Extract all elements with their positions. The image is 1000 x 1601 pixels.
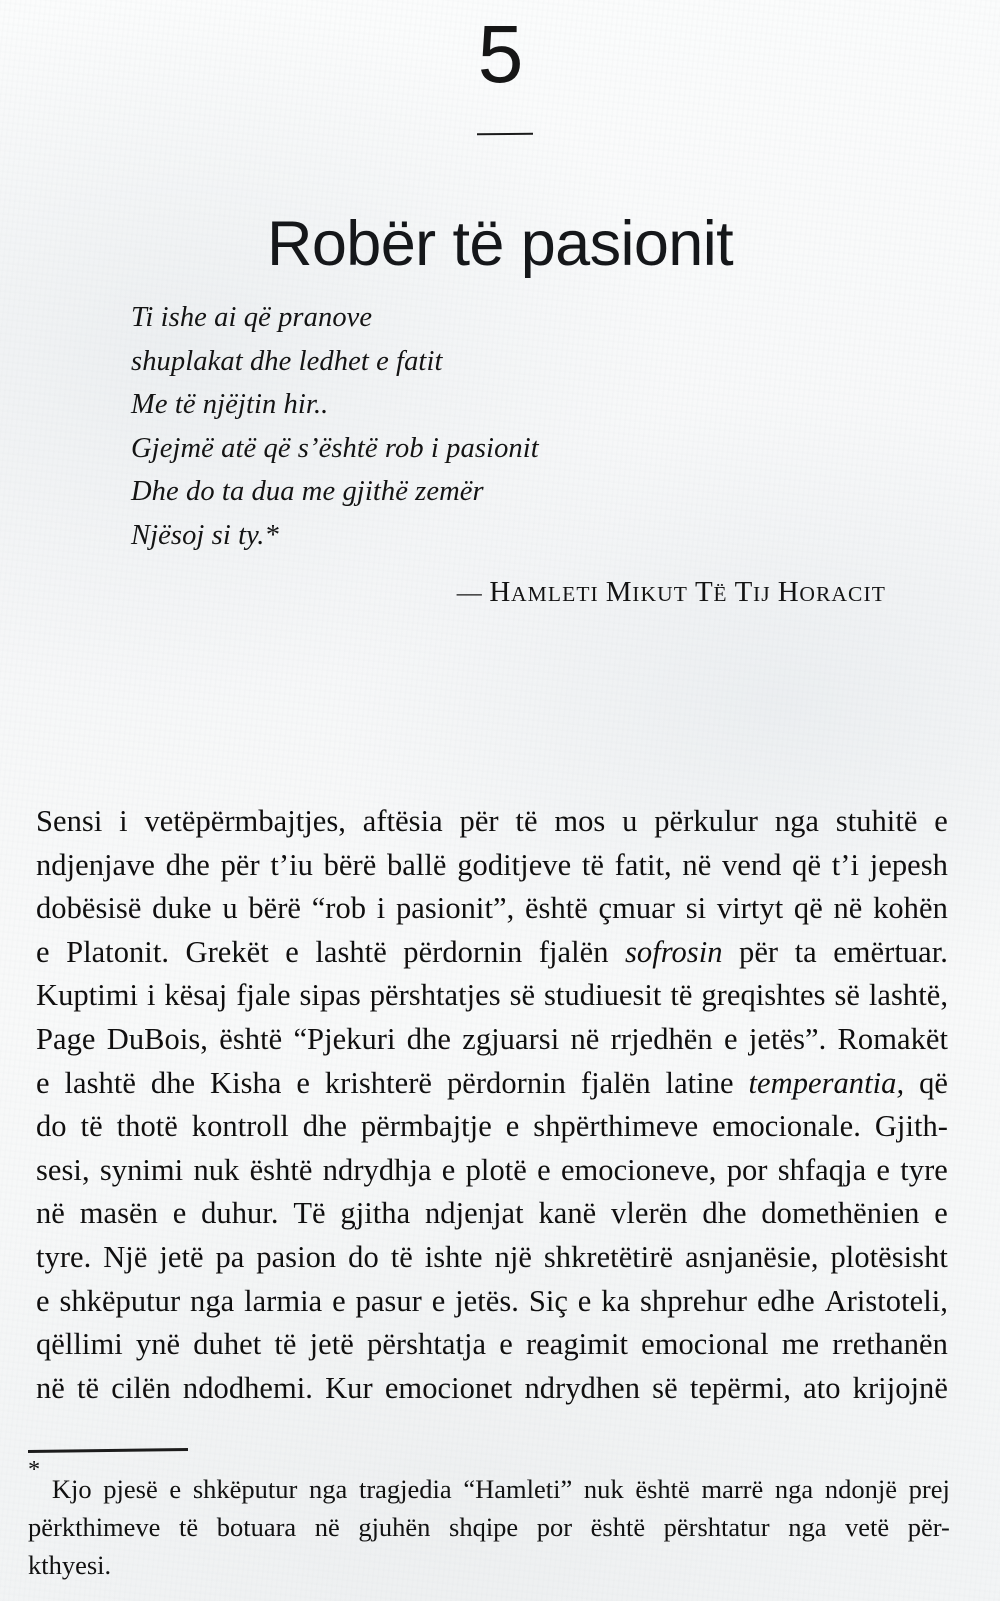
- body-word: pasionit”,: [396, 891, 515, 926]
- body-word: ta: [794, 934, 817, 969]
- body-word: jetës”.: [748, 1021, 827, 1056]
- body-line: [36, 1236, 948, 1280]
- body-word: DuBois,: [106, 1021, 208, 1056]
- body-word: Kur: [325, 1370, 373, 1405]
- body-word: dhe: [150, 1065, 196, 1100]
- body-word: ndjenjave: [36, 847, 156, 882]
- body-word: Një: [103, 1239, 148, 1274]
- body-word: goditjeve: [457, 847, 572, 882]
- body-word: është: [524, 891, 588, 926]
- body-word: shkëputur: [59, 1283, 181, 1318]
- body-word: ndrydhja: [322, 1152, 432, 1187]
- body-word: Të: [293, 1196, 326, 1231]
- footnote-word: nuk: [583, 1474, 624, 1504]
- body-word: e: [876, 1152, 891, 1187]
- body-word: e: [723, 1021, 738, 1056]
- body-word: Romakët: [837, 1021, 948, 1056]
- body-word: nga: [190, 1283, 235, 1318]
- body-word: në: [36, 1196, 65, 1231]
- footnote-line: kthyesi.: [28, 1550, 112, 1580]
- body-word: i: [119, 804, 128, 838]
- body-word: jetë: [309, 1327, 354, 1362]
- body-word: t’iu: [270, 847, 313, 882]
- body-word: t’i: [831, 847, 860, 882]
- body-word: dhe: [702, 1196, 747, 1231]
- body-word: të: [77, 1370, 100, 1405]
- chapter-title: Robër të pasionit: [266, 209, 734, 280]
- body-word: e: [934, 1196, 948, 1231]
- footnote-word: është: [590, 1512, 646, 1542]
- body-word: Page: [36, 1021, 96, 1056]
- body-word: studiuesit: [544, 978, 662, 1013]
- footnote-word: të: [179, 1512, 199, 1542]
- body-word: Aristoteli,: [824, 1283, 948, 1318]
- body-word: temperantia,: [748, 1065, 905, 1100]
- body-word: vlerën: [611, 1196, 688, 1231]
- body-word: që: [792, 847, 822, 882]
- body-word: e: [296, 1065, 310, 1100]
- footnote-word: nga: [309, 1474, 348, 1504]
- body-word: sipas: [299, 978, 361, 1013]
- body-word: reagimit: [525, 1327, 628, 1362]
- body-word: ato: [803, 1370, 841, 1405]
- body-line: [36, 1367, 948, 1411]
- body-word: latine: [665, 1065, 734, 1100]
- body-word: duhet: [193, 1327, 262, 1362]
- body-run: do të thotë kontroll dhe përmbajtje e shpërthimeve emocionale. Gjith-: [36, 1109, 948, 1144]
- footnote-word: “Hamleti”: [463, 1474, 573, 1504]
- body-word: të: [390, 1239, 413, 1274]
- body-word: e: [441, 1152, 456, 1187]
- body-word: të: [515, 804, 538, 838]
- epigraph-attribution: [0, 576, 886, 609]
- body-word: në: [570, 1021, 600, 1056]
- body-word: “Pjekuri: [293, 1021, 396, 1056]
- body-word: e: [36, 1283, 50, 1318]
- body-word: së: [509, 978, 536, 1013]
- body-line: [36, 1280, 948, 1324]
- footnote-word: shqipe: [449, 1512, 519, 1542]
- footnote-word: përshtatur: [663, 1512, 770, 1542]
- body-word: dhe: [165, 847, 210, 882]
- footnote: [28, 1456, 950, 1584]
- body-word: do: [348, 1239, 379, 1274]
- body-word: nga: [774, 804, 819, 838]
- body-line: [36, 1149, 948, 1193]
- body-word: kohën: [873, 891, 948, 926]
- epigraph-line: Ti ishe ai që pranove: [131, 302, 373, 333]
- body-word: larmia: [244, 1283, 323, 1318]
- footnote-word: marrë: [701, 1474, 764, 1504]
- footnote-word: pjesë: [103, 1474, 158, 1504]
- body-word: domethënien: [761, 1196, 920, 1231]
- body-word: e: [577, 1283, 592, 1318]
- body-word: vetëpërmbajtjes,: [144, 804, 346, 838]
- body-word: qëllimi: [36, 1327, 123, 1362]
- body-word: e: [934, 804, 948, 838]
- body-word: në: [833, 891, 863, 926]
- footnote-marker: *: [28, 1456, 41, 1483]
- footnote-word: ndonjë: [824, 1474, 897, 1504]
- body-word: ka: [601, 1283, 631, 1318]
- body-word: përkulur: [654, 804, 758, 838]
- body-word: e: [172, 1196, 187, 1231]
- body-word: me: [781, 1327, 820, 1362]
- body-word: shfaqja: [777, 1152, 867, 1187]
- attribution-word: TIJ: [734, 576, 771, 608]
- body-word: aftësia: [362, 804, 443, 838]
- body-word: edhe: [756, 1283, 815, 1318]
- body-word: masën: [79, 1196, 158, 1231]
- body-word: përdornin: [403, 934, 523, 969]
- body-word: nuk: [193, 1152, 240, 1187]
- body-word: fjalën: [538, 934, 609, 969]
- body-word: stuhitë: [835, 804, 918, 838]
- footnote-word: nga: [774, 1474, 814, 1504]
- footnote-word: vetë: [845, 1512, 890, 1542]
- body-word: krishterë: [324, 1065, 433, 1100]
- chapter-number: 5: [477, 9, 523, 100]
- body-word: për: [739, 934, 779, 969]
- attribution-word: HAMLETI: [489, 576, 599, 608]
- body-word: lashtë: [315, 934, 387, 969]
- body-word: që: [793, 891, 823, 926]
- body-word: plotë: [465, 1152, 527, 1187]
- body-word: së: [652, 1370, 678, 1405]
- footnote-word: shkëputur: [192, 1474, 298, 1504]
- footnote-word: e: [169, 1474, 182, 1504]
- epigraph-line: Gjejmë atë që s’është rob i pasionit: [131, 432, 539, 464]
- attribution-word: HORACIT: [777, 576, 886, 608]
- body-word: për: [459, 804, 499, 838]
- footnote-word: prej: [908, 1474, 950, 1504]
- body-word: Kuptimi: [36, 978, 139, 1013]
- footnote-word: Kjo: [51, 1474, 92, 1504]
- body-word: përshtatja: [367, 1327, 487, 1362]
- body-word: dobësisë: [36, 891, 142, 926]
- body-line: [36, 1105, 948, 1149]
- body-word: e: [537, 1152, 551, 1187]
- body-word: jetës.: [455, 1283, 519, 1318]
- body-word: Siç: [528, 1283, 568, 1318]
- footnote-word: botuara: [216, 1512, 297, 1542]
- body-line: [36, 887, 948, 931]
- body-word: e: [332, 1283, 346, 1318]
- footnote-word: nga: [788, 1512, 827, 1542]
- body-word: e: [431, 1283, 446, 1318]
- body-word: të: [274, 1327, 297, 1362]
- attribution-dash: —: [456, 580, 483, 607]
- body-word: tyre: [900, 1152, 948, 1187]
- body-word: virtyt: [716, 891, 784, 926]
- epigraph-line: shuplakat dhe ledhet e fatit: [131, 345, 443, 377]
- body-word: përshtatjes: [369, 978, 501, 1013]
- body-word: shkretëtirë: [543, 1239, 674, 1274]
- body-line: [36, 800, 948, 844]
- body-word: e: [36, 934, 50, 969]
- body-word: në: [36, 1370, 65, 1405]
- attribution-word: MIKUT: [605, 576, 689, 608]
- body-word: por: [726, 1152, 768, 1187]
- footnote-word: për-: [907, 1512, 950, 1542]
- body-word: emocional: [641, 1327, 769, 1362]
- attribution-source: [489, 576, 886, 608]
- body-word: u: [222, 891, 238, 926]
- body-word: emërtuar.: [833, 934, 948, 969]
- body-word: sofrosin: [624, 934, 723, 969]
- body-word: jetë: [159, 1239, 204, 1274]
- body-word: asnjanësie,: [685, 1239, 819, 1274]
- epigraph-poem: [131, 296, 831, 557]
- body-word: rrjedhën: [610, 1021, 713, 1056]
- body-word: i: [376, 891, 386, 926]
- body-word: e: [285, 934, 299, 969]
- body-word: emocionet: [384, 1370, 513, 1405]
- body-line: [36, 931, 948, 975]
- body-word: mos: [554, 804, 606, 838]
- body-word: jepesh: [869, 847, 948, 882]
- body-word: në: [682, 847, 712, 882]
- body-word: gjitha: [340, 1196, 411, 1231]
- body-line: [36, 1018, 948, 1062]
- body-word: lashtë,: [868, 978, 948, 1013]
- body-word: duke: [152, 891, 212, 926]
- body-word: është: [249, 1152, 313, 1187]
- footnote-line: [28, 1508, 950, 1546]
- body-word: një: [494, 1239, 532, 1274]
- body-word: çmuar: [598, 891, 676, 926]
- body-word: është: [219, 1021, 283, 1056]
- body-word: të: [581, 847, 604, 882]
- body-word: rrethanën: [832, 1327, 948, 1362]
- body-word: e: [36, 1065, 50, 1100]
- footnote-line: [28, 1456, 950, 1508]
- footnote-separator-rule: [28, 1448, 188, 1453]
- body-word: ndodhemi.: [182, 1370, 313, 1405]
- body-word: sesi,: [36, 1152, 90, 1187]
- body-word: kësaj: [164, 978, 228, 1013]
- body-word: i: [146, 978, 156, 1013]
- epigraph-line: Njësoj si ty.*: [131, 519, 279, 551]
- body-word: Grekët: [185, 934, 269, 969]
- body-word: duhur.: [201, 1196, 279, 1231]
- body-word: ndjenjat: [424, 1196, 524, 1231]
- body-word: greqishtes: [701, 978, 826, 1013]
- attribution-word: TË: [694, 576, 728, 608]
- body-word: kanë: [538, 1196, 597, 1231]
- body-word: synimi: [99, 1152, 184, 1187]
- body-word: shprehur: [639, 1283, 748, 1318]
- epigraph-line: Dhe do ta dua me gjithë zemër: [131, 476, 484, 507]
- body-word: që: [919, 1065, 948, 1100]
- body-word: përdornin: [446, 1065, 566, 1100]
- body-word: tepërmi,: [689, 1370, 791, 1405]
- body-word: bërë: [323, 847, 377, 882]
- body-word: pasion: [256, 1239, 337, 1274]
- body-word: lashtë: [64, 1065, 136, 1100]
- footnote-word: gjuhën: [358, 1512, 431, 1542]
- body-word: pasur: [355, 1283, 422, 1318]
- epigraph-line: Me të njëjtin hir..: [131, 389, 329, 420]
- body-word: fjalën: [580, 1065, 651, 1100]
- body-word: për: [220, 847, 260, 882]
- footnote-word: por: [536, 1512, 573, 1542]
- body-line: [36, 1062, 948, 1106]
- body-word: Platonit.: [66, 934, 170, 969]
- body-word: fatit,: [614, 847, 672, 882]
- body-word: plotësisht: [830, 1239, 948, 1274]
- body-line: [36, 844, 948, 888]
- body-word: “rob: [311, 891, 367, 926]
- body-word: ishte: [424, 1239, 483, 1274]
- body-word: pa: [215, 1239, 245, 1274]
- body-word: së: [834, 978, 860, 1013]
- body-word: zgjuarsi: [462, 1021, 560, 1056]
- body-line: [36, 1192, 948, 1236]
- footnote-word: është: [635, 1474, 690, 1504]
- body-word: ynë: [135, 1327, 181, 1362]
- body-word: u: [622, 804, 638, 838]
- body-word: Kisha: [210, 1065, 282, 1100]
- body-word: e: [499, 1327, 513, 1362]
- body-word: cilën: [111, 1370, 171, 1405]
- body-word: krijojnë: [852, 1370, 948, 1405]
- body-word: dhe: [406, 1021, 451, 1056]
- body-word: të: [670, 978, 693, 1013]
- body-line: [36, 974, 948, 1018]
- footnote-word: tragjedia: [358, 1474, 452, 1504]
- body-word: si: [685, 891, 707, 926]
- body-word: Sensi: [36, 804, 103, 838]
- body-paragraph: [36, 800, 948, 1410]
- body-line: [36, 1323, 948, 1367]
- body-word: fjale: [236, 978, 291, 1013]
- chapter-divider-rule: [477, 133, 533, 135]
- footnote-word: në: [314, 1512, 340, 1542]
- body-word: emocioneve,: [560, 1152, 717, 1187]
- footnote-word: përkthimeve: [28, 1512, 161, 1542]
- body-word: tyre.: [36, 1239, 92, 1274]
- body-word: vend: [721, 847, 782, 882]
- body-word: ndrydhen: [524, 1370, 641, 1405]
- body-word: bërë: [248, 891, 301, 926]
- body-word: ballë: [387, 847, 447, 882]
